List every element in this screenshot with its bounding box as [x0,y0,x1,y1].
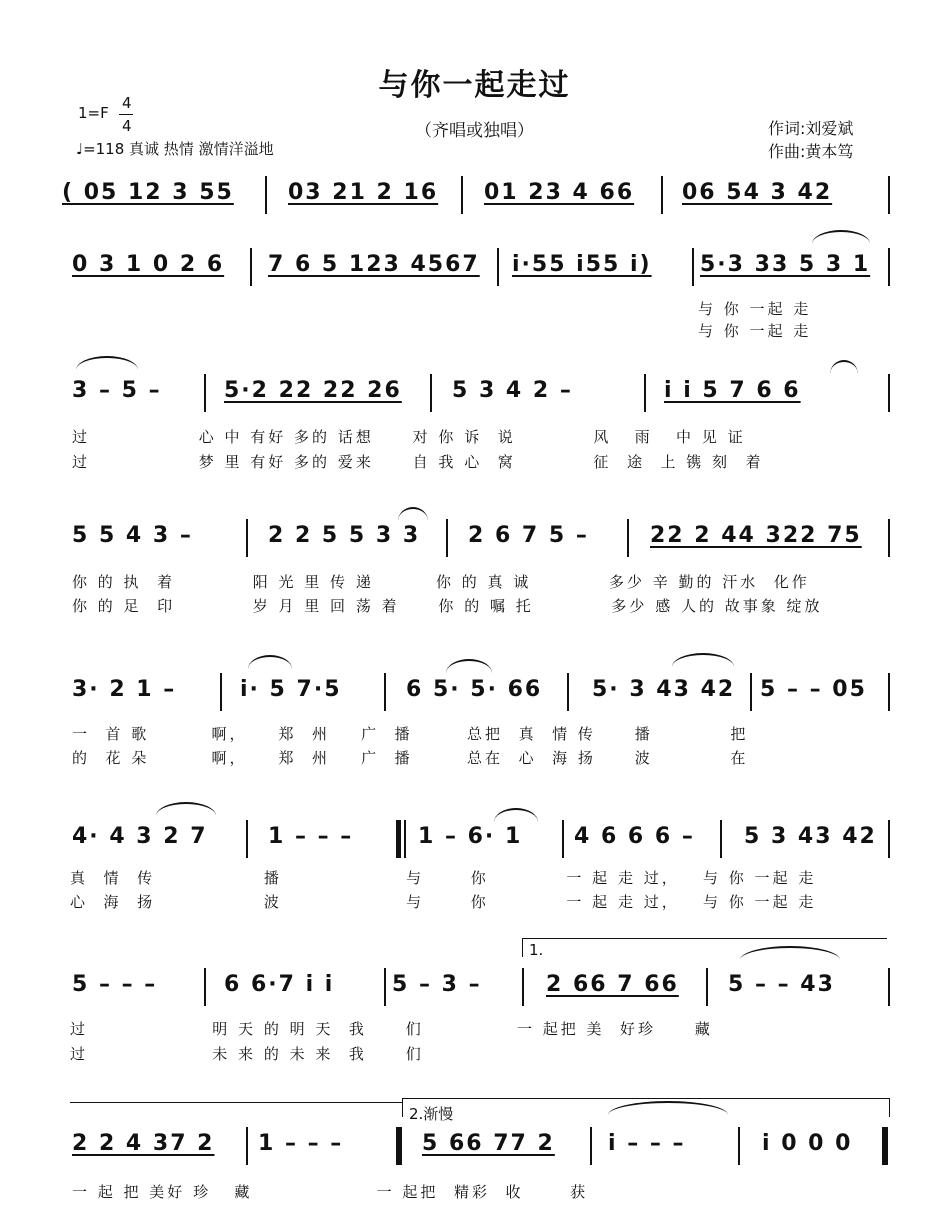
measure: 5 – – 05 [760,677,867,702]
barline [567,673,569,711]
barline [446,519,448,557]
barline [384,673,386,711]
barline [590,1127,592,1165]
composer: 作曲:黄本笃 [768,142,854,161]
slur [156,802,216,816]
measure: 5 3 43 42 [744,824,877,849]
lyric-line-1: 真 情 传 播 与 你 一 起 走 过， 与 你 一起 走 [70,869,817,887]
lyric-line-2: 与 你 一起 走 [698,322,812,340]
measure: 01 23 4 66 [484,180,635,205]
lyric-line-1: 一 起 把 美好 珍 藏 一 起把 精彩 收 获 [72,1183,589,1201]
measure: 5 66 77 2 [422,1131,555,1156]
measure: 5 3 4 2 – [452,378,573,403]
barline [888,374,890,412]
lyric-line-1: 一 首 歌 啊， 郑 州 广 播 总把 真 情 传 播 把 [72,725,749,743]
measure: 4 6 6 6 – [574,824,695,849]
barline [627,519,629,557]
measure: 6 6·7 i i [224,972,335,997]
lyric-line-2: 的 花 朵 啊， 郑 州 广 播 总在 心 海 扬 波 在 [72,749,749,767]
lyric-line-2: 过 梦 里 有好 多的 爱来 自 我 心 窝 征 途 上 镌 刻 着 [72,453,764,471]
barline [720,820,722,858]
measure: i i 5 7 6 6 [664,378,801,403]
slur [76,356,138,370]
measure: 1 – 6· 1 [418,824,523,849]
repeat-end-barline [396,1127,402,1165]
first-ending-continuation [70,1102,402,1103]
measure: 2 2 4 37 2 [72,1131,215,1156]
lyric-line-2: 你 的 足 印 岁 月 里 回 荡 着 你 的 嘱 托 多少 感 人的 故事象 绽放 [72,597,823,615]
barline [888,968,890,1006]
song-title: 与你一起走过 [378,68,571,103]
measure: 5 – – – [72,972,158,997]
repeat-start-barline [396,820,406,858]
barline [250,248,252,286]
barline [246,820,248,858]
slur [248,655,292,669]
barline [888,248,890,286]
barline [661,176,663,214]
measure: i 0 0 0 [762,1131,853,1156]
measure: 1 – – – [258,1131,344,1156]
measure: 2 6 7 5 – [468,523,589,548]
key-signature: 1=F [78,104,109,122]
measure: 22 2 44 322 75 [650,523,862,548]
slur [398,507,428,521]
measure: 4· 4 3 2 7 [72,824,208,849]
barline [204,968,206,1006]
barline [246,1127,248,1165]
barline [738,1127,740,1165]
measure: i· 5 7·5 [240,677,342,702]
measure: 5 5 4 3 – [72,523,193,548]
barline [246,519,248,557]
barline [692,248,694,286]
barline [562,820,564,858]
slur [494,808,538,822]
measure: 2 2 5 5 3 3 [268,523,421,548]
lyric-line-1: 与 你 一起 走 [698,300,812,318]
barline [430,374,432,412]
second-ending-label: 2.渐慢 [409,1105,454,1123]
barline [384,968,386,1006]
slur [830,360,858,374]
barline [461,176,463,214]
barline [888,176,890,214]
measure: 7 6 5 123 4567 [268,252,480,277]
measure: 6 5· 5· 66 [406,677,543,702]
measure: 03 21 2 16 [288,180,439,205]
measure: 1 – – – [268,824,354,849]
final-barline [882,1127,888,1165]
measure: 5· 3 43 42 [592,677,736,702]
measure: 5 – – 43 [728,972,835,997]
lyric-line-2: 心 海 扬 波 与 你 一 起 走 过， 与 你 一起 走 [70,893,817,911]
slur [812,230,870,244]
time-signature-divider [119,114,133,115]
measure: 5·2 22 22 26 [224,378,402,403]
time-signature-bottom: 4 [122,117,132,135]
song-subtitle: （齐唱或独唱） [415,121,534,141]
lyric-line-1: 你 的 执 着 阳 光 里 传 递 你 的 真 诚 多少 辛 勤的 汗水 化作 [72,573,810,591]
barline [265,176,267,214]
measure: 5 – 3 – [392,972,482,997]
barline [204,374,206,412]
measure: i·55 i55 i) [512,252,652,277]
measure: 3 – 5 – [72,378,162,403]
measure: i – – – [608,1131,686,1156]
measure: 3· 2 1 – [72,677,177,702]
lyric-line-1: 过 明 天 的 明 天 我 们 一 起把 美 好珍 藏 [70,1020,713,1038]
time-signature-top: 4 [122,94,132,112]
lyric-line-2: 过 未 来 的 未 来 我 们 [70,1045,424,1063]
measure: 06 54 3 42 [682,180,833,205]
lyricist: 作词:刘爱斌 [768,119,854,138]
tempo-marking: ♩=118 真诚 热情 激情洋溢地 [76,140,274,158]
measure: ( 05 12 3 55 [62,180,234,205]
barline [644,374,646,412]
measure: 5·3 33 5 3 1 [700,252,871,277]
measure: 0 3 1 0 2 6 [72,252,225,277]
barline [888,820,890,858]
barline [888,673,890,711]
barline [220,673,222,711]
measure: 2 66 7 66 [546,972,679,997]
barline [888,519,890,557]
barline [750,673,752,711]
barline [497,248,499,286]
barline [522,968,524,1006]
lyric-line-1: 过 心 中 有好 多的 话想 对 你 诉 说 风 雨 中 见 证 [72,428,746,446]
slur [672,653,734,667]
barline [706,968,708,1006]
slur [446,659,492,673]
first-ending-label: 1. [529,941,544,959]
